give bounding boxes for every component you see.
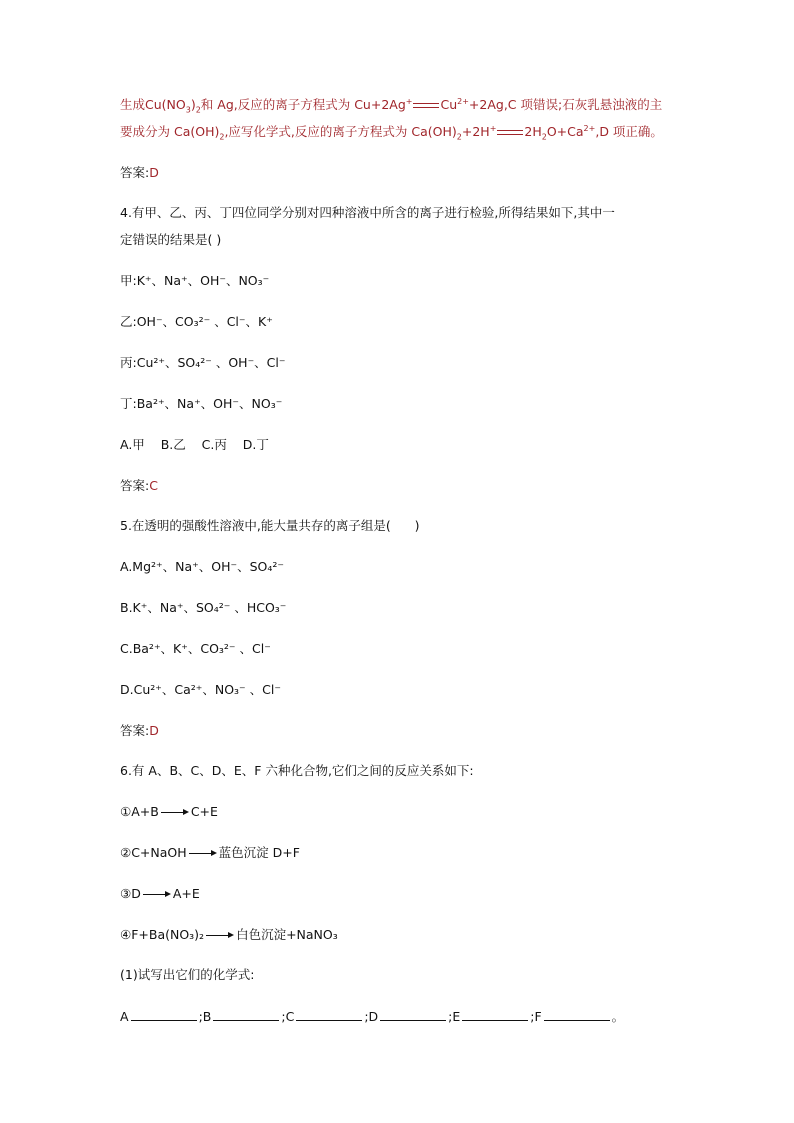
products: A+E xyxy=(172,886,200,901)
explanation-line-2 xyxy=(120,124,663,140)
superscript: 2+ xyxy=(583,123,596,133)
label-e: ;E xyxy=(448,1009,461,1024)
q6-answer-blanks xyxy=(120,1008,624,1025)
products: 蓝色沉淀 D+F xyxy=(218,845,300,860)
q6-stem: 6.有 A、B、C、D、E、F 六种化合物,它们之间的反应关系如下: xyxy=(120,763,474,778)
subscript: 2 xyxy=(195,105,201,115)
q5-option-c: C.Ba²⁺、K⁺、CO₃²⁻ 、Cl⁻ xyxy=(120,641,271,656)
text: O+Ca xyxy=(546,124,584,139)
period: 。 xyxy=(611,1009,625,1024)
blank-a[interactable] xyxy=(131,1008,197,1021)
q4-stem-2: 定错误的结果是( ) xyxy=(120,232,222,247)
superscript: + xyxy=(405,96,413,106)
text: 2H xyxy=(524,124,542,139)
label-d: ;D xyxy=(364,1009,379,1024)
answer-prefix: 答案: xyxy=(120,478,150,493)
arrow-icon xyxy=(189,850,217,858)
text: +2Ag,C 项错误;石灰乳悬浊液的主 xyxy=(468,97,663,112)
answer-letter: D xyxy=(149,723,159,738)
arrow-icon xyxy=(161,809,189,817)
text: ) xyxy=(190,97,196,112)
blank-b[interactable] xyxy=(213,1008,279,1021)
text: 生成Cu(NO xyxy=(120,97,186,112)
q4-bing: 丙:Cu²⁺、SO₄²⁻ 、OH⁻、Cl⁻ xyxy=(120,355,286,370)
answer-letter: C xyxy=(149,478,158,493)
answer-prefix: 答案: xyxy=(120,165,150,180)
text: Cu xyxy=(440,97,458,112)
arrow-icon xyxy=(206,932,234,940)
q4-ding: 丁:Ba²⁺、Na⁺、OH⁻、NO₃⁻ xyxy=(120,396,283,411)
q6-reaction-2 xyxy=(120,845,300,861)
q4-stem-1: 4.有甲、乙、丙、丁四位同学分别对四种溶液中所含的离子进行检验,所得结果如下,其中一 xyxy=(120,205,615,220)
text: 要成分为 Ca(OH) xyxy=(120,124,220,139)
label-f: ;F xyxy=(530,1009,542,1024)
label-c: ;C xyxy=(281,1009,295,1024)
q5-stem: 5.在透明的强酸性溶液中,能大量共存的离子组是( ) xyxy=(120,518,420,533)
blank-c[interactable] xyxy=(296,1008,362,1021)
answer-5 xyxy=(120,723,159,739)
answer-letter: D xyxy=(149,165,159,180)
subscript: 2 xyxy=(219,132,225,142)
q6-reaction-4 xyxy=(120,927,338,943)
q6-reaction-3 xyxy=(120,886,200,902)
answer-3 xyxy=(120,165,159,181)
reactants: ③D xyxy=(120,886,141,901)
text: ,应写化学式,反应的离子方程式为 Ca(OH) xyxy=(224,124,457,139)
reactants: ①A+B xyxy=(120,804,159,819)
text: ,D 项正确。 xyxy=(595,124,663,139)
subscript: 2 xyxy=(541,132,547,142)
answer-text xyxy=(120,165,159,180)
q4-yi: 乙:OH⁻、CO₃²⁻ 、Cl⁻、K⁺ xyxy=(120,314,273,329)
q6-reaction-1 xyxy=(120,804,218,820)
blank-e[interactable] xyxy=(462,1008,528,1021)
label-a: A xyxy=(120,1009,129,1024)
superscript: 2+ xyxy=(457,96,469,106)
equals-sign xyxy=(413,103,439,108)
q4-jia: 甲:K⁺、Na⁺、OH⁻、NO₃⁻ xyxy=(120,273,270,288)
arrow-icon xyxy=(143,891,171,899)
text: 和 Ag,反应的离子方程式为 Cu+2Ag xyxy=(200,97,406,112)
answer-prefix: 答案: xyxy=(120,723,150,738)
products: C+E xyxy=(190,804,218,819)
reactants: ④F+Ba(NO₃)₂ xyxy=(120,927,205,942)
text: +2H xyxy=(461,124,490,139)
explanation-line-1 xyxy=(120,97,662,113)
blank-d[interactable] xyxy=(380,1008,446,1021)
products: 白色沉淀+NaNO₃ xyxy=(236,927,338,942)
q4-options: A.甲 B.乙 C.丙 D.丁 xyxy=(120,437,269,452)
answer-4 xyxy=(120,478,158,494)
equals-sign xyxy=(497,130,523,135)
blank-f[interactable] xyxy=(544,1008,610,1021)
q5-option-d: D.Cu²⁺、Ca²⁺、NO₃⁻ 、Cl⁻ xyxy=(120,682,281,697)
reactants: ②C+NaOH xyxy=(120,845,187,860)
subscript: 2 xyxy=(456,132,462,142)
q5-option-a: A.Mg²⁺、Na⁺、OH⁻、SO₄²⁻ xyxy=(120,559,284,574)
label-b: ;B xyxy=(198,1009,212,1024)
subscript: 3 xyxy=(185,105,191,115)
q5-option-b: B.K⁺、Na⁺、SO₄²⁻ 、HCO₃⁻ xyxy=(120,600,287,615)
q6-sub-1: (1)试写出它们的化学式: xyxy=(120,967,255,982)
superscript: + xyxy=(489,123,497,133)
